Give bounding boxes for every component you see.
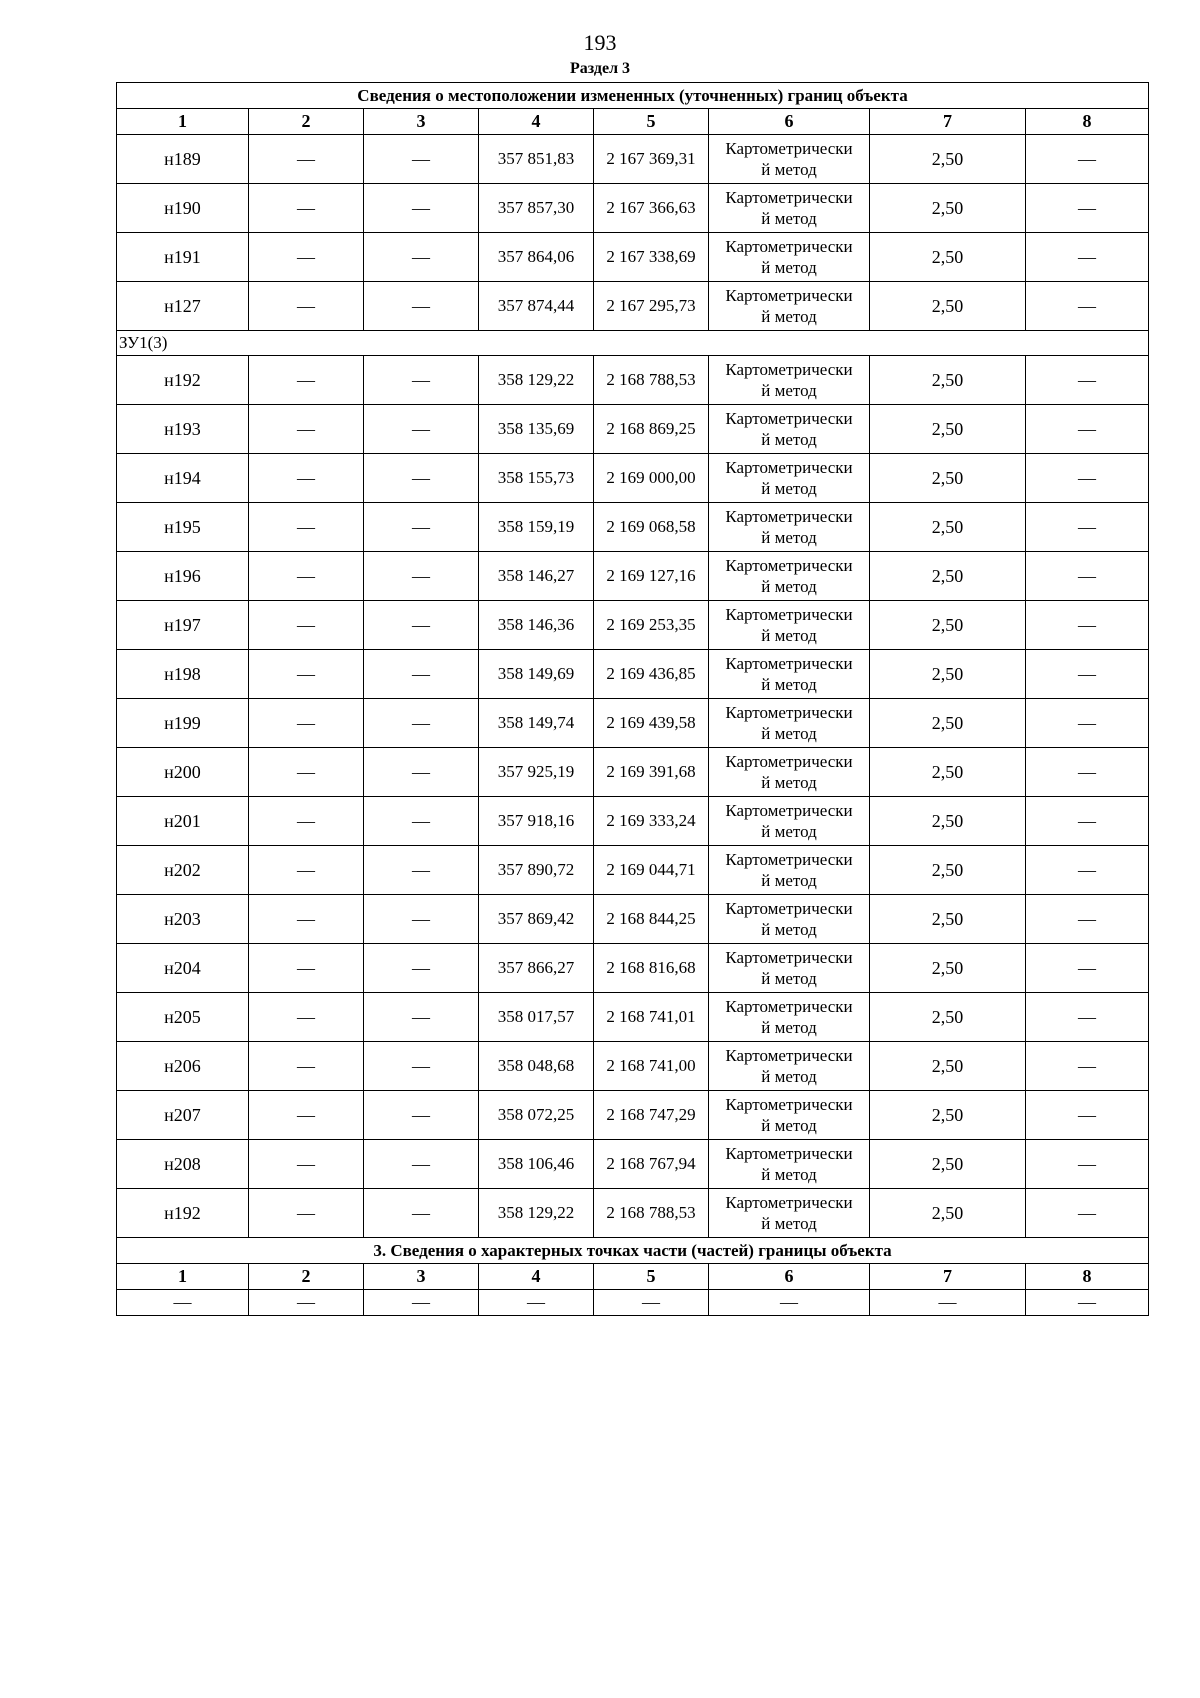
coord-x: 357 866,27 [479, 944, 594, 993]
cell-col2: — [249, 1091, 364, 1140]
method-line1: Картометрически [725, 507, 853, 526]
section3-title: 3. Сведения о характерных точках части (частей) границы объекта [117, 1238, 1149, 1264]
coord-y: 2 169 436,85 [594, 650, 709, 699]
coord-y: 2 167 295,73 [594, 282, 709, 331]
cell-col2: — [249, 135, 364, 184]
column-number: 4 [479, 1264, 594, 1290]
column-number: 3 [364, 1264, 479, 1290]
method-line1: Картометрически [725, 948, 853, 967]
table-row [117, 993, 1149, 1042]
coord-y: 2 169 333,24 [594, 797, 709, 846]
empty-cell: — [364, 1290, 479, 1316]
cell-col3: — [364, 356, 479, 405]
cell-col8: — [1026, 552, 1149, 601]
cell-col3: — [364, 1140, 479, 1189]
point-id: н194 [117, 454, 249, 503]
empty-cell: — [870, 1290, 1026, 1316]
coord-y: 2 169 439,58 [594, 699, 709, 748]
cell-col3: — [364, 135, 479, 184]
section3-empty-row [117, 1290, 1149, 1316]
section-label: Раздел 3 [569, 60, 631, 77]
point-id: н191 [117, 233, 249, 282]
coord-x: 357 918,16 [479, 797, 594, 846]
point-id: н127 [117, 282, 249, 331]
method-line1: Картометрически [725, 605, 853, 624]
table-row [117, 552, 1149, 601]
accuracy: 2,50 [870, 552, 1026, 601]
column-number: 5 [594, 1264, 709, 1290]
empty-cell: — [709, 1290, 870, 1316]
cell-col8: — [1026, 748, 1149, 797]
method-line1: Картометрически [725, 139, 853, 158]
cell-col8: — [1026, 846, 1149, 895]
cell-col3: — [364, 1189, 479, 1238]
method-line2: й метод [761, 307, 817, 326]
cell-col2: — [249, 748, 364, 797]
point-id: н205 [117, 993, 249, 1042]
cell-col3: — [364, 503, 479, 552]
accuracy: 2,50 [870, 601, 1026, 650]
method-cell [709, 405, 870, 454]
cell-col2: — [249, 846, 364, 895]
method-cell [709, 846, 870, 895]
cell-col8: — [1026, 895, 1149, 944]
table-row [117, 282, 1149, 331]
table-title-row [117, 83, 1149, 109]
accuracy: 2,50 [870, 846, 1026, 895]
method-line2: й метод [761, 381, 817, 400]
accuracy: 2,50 [870, 797, 1026, 846]
coord-y: 2 168 741,00 [594, 1042, 709, 1091]
column-number: 5 [594, 109, 709, 135]
cell-col8: — [1026, 699, 1149, 748]
empty-cell: — [1026, 1290, 1149, 1316]
accuracy: 2,50 [870, 405, 1026, 454]
accuracy: 2,50 [870, 699, 1026, 748]
coord-y: 2 169 000,00 [594, 454, 709, 503]
cell-col8: — [1026, 1091, 1149, 1140]
point-id: н204 [117, 944, 249, 993]
method-line1: Картометрически [725, 1046, 853, 1065]
point-id: н200 [117, 748, 249, 797]
empty-cell: — [117, 1290, 249, 1316]
coord-x: 358 149,69 [479, 650, 594, 699]
accuracy: 2,50 [870, 1042, 1026, 1091]
cell-col2: — [249, 944, 364, 993]
coord-x: 358 146,36 [479, 601, 594, 650]
table-row [117, 1189, 1149, 1238]
method-cell [709, 1189, 870, 1238]
cell-col2: — [249, 993, 364, 1042]
method-line2: й метод [761, 1116, 817, 1135]
method-line1: Картометрически [725, 654, 853, 673]
method-cell [709, 797, 870, 846]
column-number: 1 [117, 109, 249, 135]
point-id: н198 [117, 650, 249, 699]
cell-col2: — [249, 601, 364, 650]
coord-x: 358 146,27 [479, 552, 594, 601]
table-row [117, 1042, 1149, 1091]
cell-col2: — [249, 1189, 364, 1238]
table-row [117, 846, 1149, 895]
cell-col3: — [364, 797, 479, 846]
method-line2: й метод [761, 773, 817, 792]
method-line1: Картометрически [725, 752, 853, 771]
accuracy: 2,50 [870, 135, 1026, 184]
accuracy: 2,50 [870, 282, 1026, 331]
accuracy: 2,50 [870, 993, 1026, 1042]
cell-col3: — [364, 846, 479, 895]
coord-x: 358 129,22 [479, 1189, 594, 1238]
cell-col2: — [249, 233, 364, 282]
cell-col8: — [1026, 797, 1149, 846]
method-line2: й метод [761, 1214, 817, 1233]
method-line2: й метод [761, 822, 817, 841]
point-id: н208 [117, 1140, 249, 1189]
table-row [117, 650, 1149, 699]
cell-col2: — [249, 356, 364, 405]
coord-x: 358 106,46 [479, 1140, 594, 1189]
cell-col3: — [364, 650, 479, 699]
coord-y: 2 168 788,53 [594, 356, 709, 405]
method-line2: й метод [761, 969, 817, 988]
coord-y: 2 169 253,35 [594, 601, 709, 650]
cell-col8: — [1026, 1140, 1149, 1189]
method-line2: й метод [761, 626, 817, 645]
cell-col8: — [1026, 1189, 1149, 1238]
cell-col8: — [1026, 135, 1149, 184]
coord-x: 358 048,68 [479, 1042, 594, 1091]
coord-y: 2 167 338,69 [594, 233, 709, 282]
column-number: 4 [479, 109, 594, 135]
point-id: н195 [117, 503, 249, 552]
cell-col2: — [249, 797, 364, 846]
method-line1: Картометрически [725, 286, 853, 305]
method-cell [709, 282, 870, 331]
empty-cell: — [594, 1290, 709, 1316]
coord-y: 2 167 366,63 [594, 184, 709, 233]
cell-col8: — [1026, 356, 1149, 405]
cell-col2: — [249, 1042, 364, 1091]
table-row [117, 503, 1149, 552]
cell-col8: — [1026, 405, 1149, 454]
coord-y: 2 168 844,25 [594, 895, 709, 944]
cell-col2: — [249, 405, 364, 454]
method-line1: Картометрически [725, 801, 853, 820]
method-line2: й метод [761, 258, 817, 277]
cell-col2: — [249, 503, 364, 552]
cell-col3: — [364, 1091, 479, 1140]
cell-col3: — [364, 601, 479, 650]
cell-col3: — [364, 748, 479, 797]
cell-col8: — [1026, 454, 1149, 503]
accuracy: 2,50 [870, 895, 1026, 944]
method-line1: Картометрически [725, 188, 853, 207]
method-line2: й метод [761, 209, 817, 228]
coord-x: 358 129,22 [479, 356, 594, 405]
coord-y: 2 168 767,94 [594, 1140, 709, 1189]
point-id: н192 [117, 1189, 249, 1238]
method-line2: й метод [761, 724, 817, 743]
cell-col2: — [249, 699, 364, 748]
coord-x: 357 874,44 [479, 282, 594, 331]
coord-x: 358 149,74 [479, 699, 594, 748]
cell-col2: — [249, 454, 364, 503]
coord-y: 2 168 741,01 [594, 993, 709, 1042]
table-row [117, 1091, 1149, 1140]
cell-col8: — [1026, 993, 1149, 1042]
coord-y: 2 169 044,71 [594, 846, 709, 895]
method-cell [709, 503, 870, 552]
table-row [117, 895, 1149, 944]
column-number: 2 [249, 109, 364, 135]
table-row [117, 356, 1149, 405]
method-cell [709, 650, 870, 699]
method-line2: й метод [761, 430, 817, 449]
method-cell [709, 993, 870, 1042]
coord-y: 2 169 391,68 [594, 748, 709, 797]
cell-col3: — [364, 895, 479, 944]
method-line1: Картометрически [725, 556, 853, 575]
cell-col2: — [249, 552, 364, 601]
empty-cell: — [479, 1290, 594, 1316]
accuracy: 2,50 [870, 233, 1026, 282]
empty-cell: — [249, 1290, 364, 1316]
method-line2: й метод [761, 1067, 817, 1086]
method-cell [709, 944, 870, 993]
accuracy: 2,50 [870, 356, 1026, 405]
accuracy: 2,50 [870, 1189, 1026, 1238]
cell-col3: — [364, 552, 479, 601]
cell-col2: — [249, 895, 364, 944]
coord-x: 357 869,42 [479, 895, 594, 944]
column-number: 3 [364, 109, 479, 135]
method-line1: Картометрически [725, 237, 853, 256]
accuracy: 2,50 [870, 1091, 1026, 1140]
coord-y: 2 169 127,16 [594, 552, 709, 601]
coord-x: 358 135,69 [479, 405, 594, 454]
table-row [117, 233, 1149, 282]
point-id: н189 [117, 135, 249, 184]
column-number: 2 [249, 1264, 364, 1290]
coord-x: 357 857,30 [479, 184, 594, 233]
page-number: 193 [583, 30, 617, 55]
table-row [117, 699, 1149, 748]
method-cell [709, 699, 870, 748]
cell-col2: — [249, 1140, 364, 1189]
column-number: 8 [1026, 1264, 1149, 1290]
cell-col8: — [1026, 1042, 1149, 1091]
cell-col2: — [249, 282, 364, 331]
method-cell [709, 552, 870, 601]
column-number: 7 [870, 1264, 1026, 1290]
table-row [117, 601, 1149, 650]
method-line2: й метод [761, 1165, 817, 1184]
method-cell [709, 454, 870, 503]
column-number: 6 [709, 1264, 870, 1290]
method-line2: й метод [761, 920, 817, 939]
column-number: 6 [709, 109, 870, 135]
point-id: н197 [117, 601, 249, 650]
method-line1: Картометрически [725, 1193, 853, 1212]
method-line1: Картометрически [725, 850, 853, 869]
coord-x: 357 890,72 [479, 846, 594, 895]
coord-y: 2 169 068,58 [594, 503, 709, 552]
section3-column-number-row [117, 1264, 1149, 1290]
cell-col8: — [1026, 601, 1149, 650]
cell-col3: — [364, 282, 479, 331]
method-cell [709, 1091, 870, 1140]
point-id: н201 [117, 797, 249, 846]
table-row [117, 944, 1149, 993]
method-cell [709, 1042, 870, 1091]
column-number: 1 [117, 1264, 249, 1290]
method-cell [709, 748, 870, 797]
method-line2: й метод [761, 1018, 817, 1037]
coord-x: 358 159,19 [479, 503, 594, 552]
method-line1: Картометрически [725, 360, 853, 379]
coord-y: 2 168 747,29 [594, 1091, 709, 1140]
cell-col8: — [1026, 650, 1149, 699]
method-line2: й метод [761, 871, 817, 890]
method-line1: Картометрически [725, 1144, 853, 1163]
point-id: н203 [117, 895, 249, 944]
coord-y: 2 168 816,68 [594, 944, 709, 993]
coord-x: 357 864,06 [479, 233, 594, 282]
cell-col3: — [364, 944, 479, 993]
table-row [117, 454, 1149, 503]
coord-x: 357 925,19 [479, 748, 594, 797]
point-id: н190 [117, 184, 249, 233]
boundary-table [116, 82, 1149, 1316]
cell-col8: — [1026, 503, 1149, 552]
point-id: н199 [117, 699, 249, 748]
method-line2: й метод [761, 160, 817, 179]
point-id: н207 [117, 1091, 249, 1140]
method-line2: й метод [761, 479, 817, 498]
accuracy: 2,50 [870, 184, 1026, 233]
method-line1: Картометрически [725, 409, 853, 428]
method-line1: Картометрически [725, 899, 853, 918]
method-cell [709, 1140, 870, 1189]
method-cell [709, 184, 870, 233]
coord-x: 358 155,73 [479, 454, 594, 503]
segment-label: ЗУ1(3) [117, 331, 1149, 356]
table-row [117, 184, 1149, 233]
table-row [117, 797, 1149, 846]
column-number: 7 [870, 109, 1026, 135]
point-id: н192 [117, 356, 249, 405]
cell-col8: — [1026, 944, 1149, 993]
cell-col2: — [249, 650, 364, 699]
cell-col3: — [364, 993, 479, 1042]
method-line2: й метод [761, 528, 817, 547]
point-id: н202 [117, 846, 249, 895]
cell-col3: — [364, 233, 479, 282]
segment-row [117, 331, 1149, 356]
cell-col3: — [364, 184, 479, 233]
column-number: 8 [1026, 109, 1149, 135]
method-cell [709, 135, 870, 184]
accuracy: 2,50 [870, 748, 1026, 797]
cell-col8: — [1026, 184, 1149, 233]
cell-col3: — [364, 405, 479, 454]
method-line1: Картометрически [725, 703, 853, 722]
cell-col3: — [364, 699, 479, 748]
cell-col2: — [249, 184, 364, 233]
point-id: н196 [117, 552, 249, 601]
coord-y: 2 168 788,53 [594, 1189, 709, 1238]
table-row [117, 405, 1149, 454]
coord-y: 2 167 369,31 [594, 135, 709, 184]
method-line2: й метод [761, 675, 817, 694]
table-row [117, 748, 1149, 797]
cell-col8: — [1026, 282, 1149, 331]
method-line2: й метод [761, 577, 817, 596]
point-id: н193 [117, 405, 249, 454]
method-cell [709, 233, 870, 282]
coord-x: 358 017,57 [479, 993, 594, 1042]
method-line1: Картометрически [725, 997, 853, 1016]
accuracy: 2,50 [870, 454, 1026, 503]
boundary-table-body [117, 83, 1149, 1316]
method-line1: Картометрически [725, 1095, 853, 1114]
method-cell [709, 895, 870, 944]
column-number-row [117, 109, 1149, 135]
method-line1: Картометрически [725, 458, 853, 477]
coord-y: 2 168 869,25 [594, 405, 709, 454]
method-cell [709, 356, 870, 405]
accuracy: 2,50 [870, 1140, 1026, 1189]
method-cell [709, 601, 870, 650]
coord-x: 357 851,83 [479, 135, 594, 184]
accuracy: 2,50 [870, 944, 1026, 993]
cell-col3: — [364, 1042, 479, 1091]
coord-x: 358 072,25 [479, 1091, 594, 1140]
table-row [117, 1140, 1149, 1189]
accuracy: 2,50 [870, 650, 1026, 699]
point-id: н206 [117, 1042, 249, 1091]
section3-title-row [117, 1238, 1149, 1264]
accuracy: 2,50 [870, 503, 1026, 552]
table-row [117, 135, 1149, 184]
table-title: Сведения о местоположении измененных (уточненных) границ объекта [117, 83, 1149, 109]
cell-col3: — [364, 454, 479, 503]
cell-col8: — [1026, 233, 1149, 282]
